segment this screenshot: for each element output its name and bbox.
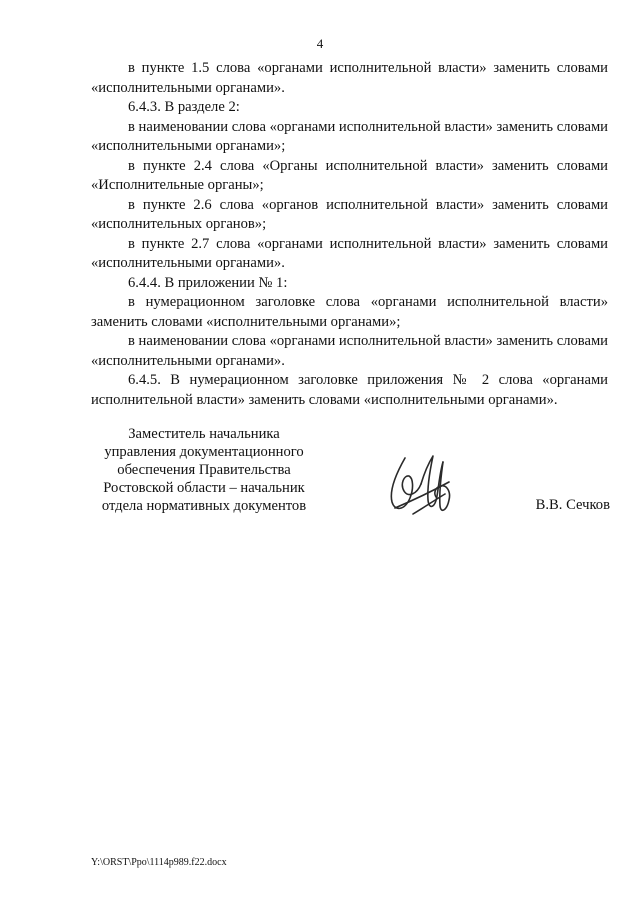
signer-title-line: Ростовской области – начальник [103,480,305,496]
footer-file-path: Y:\ORST\Ppo\1114p989.f22.docx [91,857,227,868]
paragraph: в пункте 2.4 слова «Органы исполнительной власти» заменить словами «Исполнительные органы»; [91,157,608,193]
paragraph: в нумерационном заголовке слова «органами исполнительной власти» заменить словами «исполнительными органами»; [91,294,608,330]
document-body [91,59,608,410]
page-number: 4 [316,36,324,51]
paragraph: в наименовании слова «органами исполнительной власти» заменить словами «исполнительными органами»; [91,118,608,154]
signature-icon [383,448,463,522]
paragraph: 6.4.3. В разделе 2: [128,99,240,115]
paragraph: в пункте 2.6 слова «органов исполнительной власти» заменить словами «исполнительных органов»; [91,196,608,232]
paragraph: в наименовании слова «органами исполнительной власти» заменить словами «исполнительными органами». [91,333,608,369]
signer-name: В.В. Сечков [535,497,610,513]
paragraph: 6.4.4. В приложении № 1: [128,274,288,291]
signer-title-line: Заместитель начальника [128,426,280,442]
paragraph: 6.4.5. В нумерационном заголовке приложения № 2 слова «органами исполнительной власти» заменить словами «исполнительными органами». [91,372,608,408]
paragraph: в пункте 2.7 слова «органами исполнительной власти» заменить словами «исполнительными органами». [91,235,608,271]
signer-title [91,425,317,515]
signer-title-line: управления документационного [104,444,304,460]
paragraph: в пункте 1.5 слова «органами исполнительной власти» заменить словами «исполнительными органами». [91,60,608,96]
signer-title-line: отдела нормативных документов [101,498,307,514]
signer-title-line: обеспечения Правительства [117,462,291,478]
